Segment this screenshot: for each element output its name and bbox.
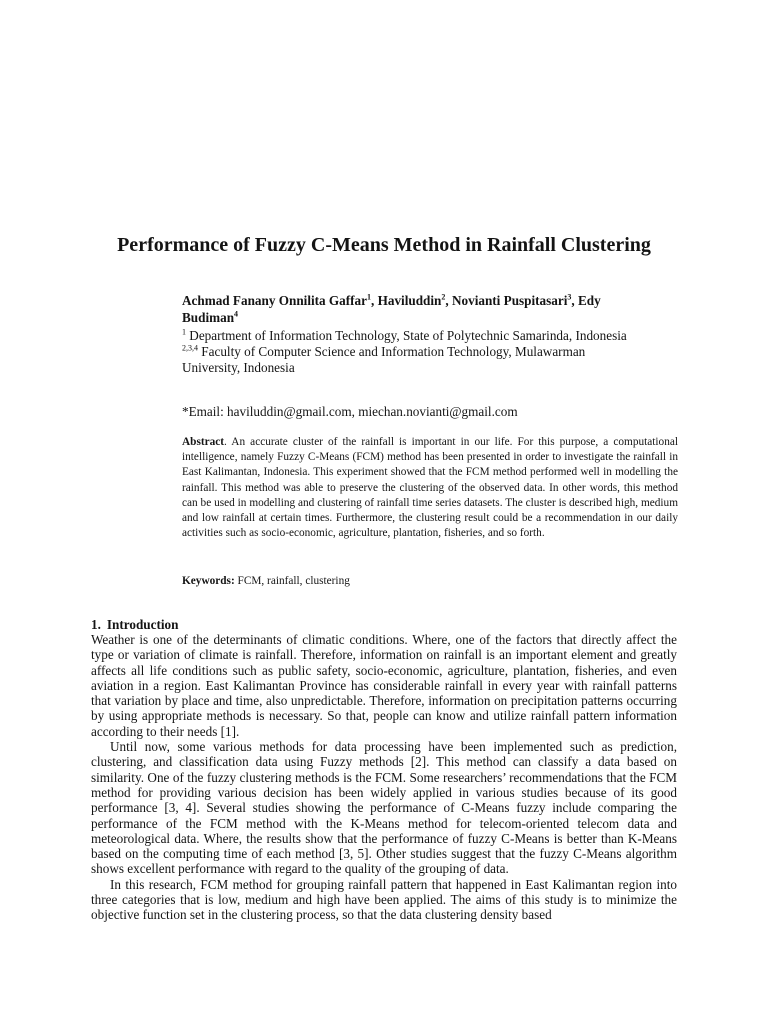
author-superscript: 3 [567,292,572,302]
affiliation-superscript: 2,3,4 [182,343,198,353]
keywords-label: Keywords: [182,575,235,587]
author-separator: , [371,293,378,308]
keywords [182,574,678,589]
author-superscript: 1 [367,292,372,302]
author-name: Achmad Fanany Onnilita Gaffar [182,293,368,308]
paragraph: In this research, FCM method for grouping rainfall pattern that happened in East Kalimantan region into three categories that is low, medium and high have been applied. The aims of this study is to minimize the objective function set in the clustering process, so that the data clustering density based [91,876,677,923]
author-separator: , [571,293,578,308]
abstract-text: . An accurate cluster of the rainfall is important in our life. For this purpose, a computational intelligence, namely Fuzzy C-Means (FCM) method has been presented in order to investigate the rainfall in East Kalimantan, Indonesia. This experiment showed that the FCM method performed well in modelling the rainfall. This method was able to preserve the clustering of the observed data. In other words, this method can be used in modelling and clustering of rainfall time series datasets. The cluster is described high, medium and low rainfall at certain times. Furthermore, the clustering result could be a recommendation in our daily activities such as socio-economic, agriculture, plantation, fisheries, and so forth. [182,436,678,540]
author-list [182,292,652,326]
section-heading [91,617,178,633]
affiliation-superscript: 1 [182,327,186,337]
affiliation-text: Faculty of Computer Science and Information Technology, Mulawarman University, Indonesia [182,344,586,375]
paragraph: Until now, some various methods for data processing have been implemented such as prediction, clustering, and classification data using Fuzzy methods [2]. This method can classify a data based on similarity. One of the fuzzy clustering methods is the FCM. Some researchers’ recommendations that the FCM method for providing various decision has been widely applied in various studies because of its good performance [3, 4]. Several studies showing the performance of C-Means fuzzy include comparing the performance of the FCM method with the K-Means method for telecom-oriented telecom data and meteorological data. Where, the results show that the performance of fuzzy C-Means is better than K-Means based on the computing time of each method [3, 5]. Other studies suggest that the fuzzy C-Means algorithm shows excellent performance with regard to the quality of the grouping of data. [91,739,677,877]
affiliation-list [182,328,682,376]
section-number: 1. [91,617,101,632]
affiliation-text: Department of Information Technology, State of Polytechnic Samarinda, Indonesia [186,328,627,343]
author-name: Novianti Puspitasari [451,293,568,308]
paper-title: Performance of Fuzzy C-Means Method in Rainfall Clustering [117,234,651,256]
corresponding-email: *Email: haviluddin@gmail.com, miechan.novianti@gmail.com [182,404,518,419]
abstract [182,435,678,541]
author-name: Edy Budiman [182,293,601,325]
keywords-text: FCM, rainfall, clustering [234,575,350,587]
author-name: Haviluddin [377,293,442,308]
abstract-label: Abstract [182,436,225,448]
author-separator: , [445,293,452,308]
affiliation [182,344,682,376]
affiliation [182,328,682,344]
author-superscript: 4 [234,309,239,319]
section-title: Introduction [106,617,179,632]
paragraph: Weather is one of the determinants of climatic conditions. Where, one of the factors that directly affect the type or variation of climate is rainfall. Therefore, information on rainfall is an important element and greatly affects all life conditions such as public safety, socio-economic, agriculture, plantation, fisheries, and even aviation in a region. East Kalimantan Province has considerable rainfall in every year with rainfall patterns that variation by place and time, also unpredictable. Therefore, information on precipitation patterns occurring by using appropriate methods is necessary. So that, people can know and utilize rainfall pattern information according to their needs [1]. [91,632,677,739]
author-superscript: 2 [441,292,446,302]
section-body [91,632,677,923]
